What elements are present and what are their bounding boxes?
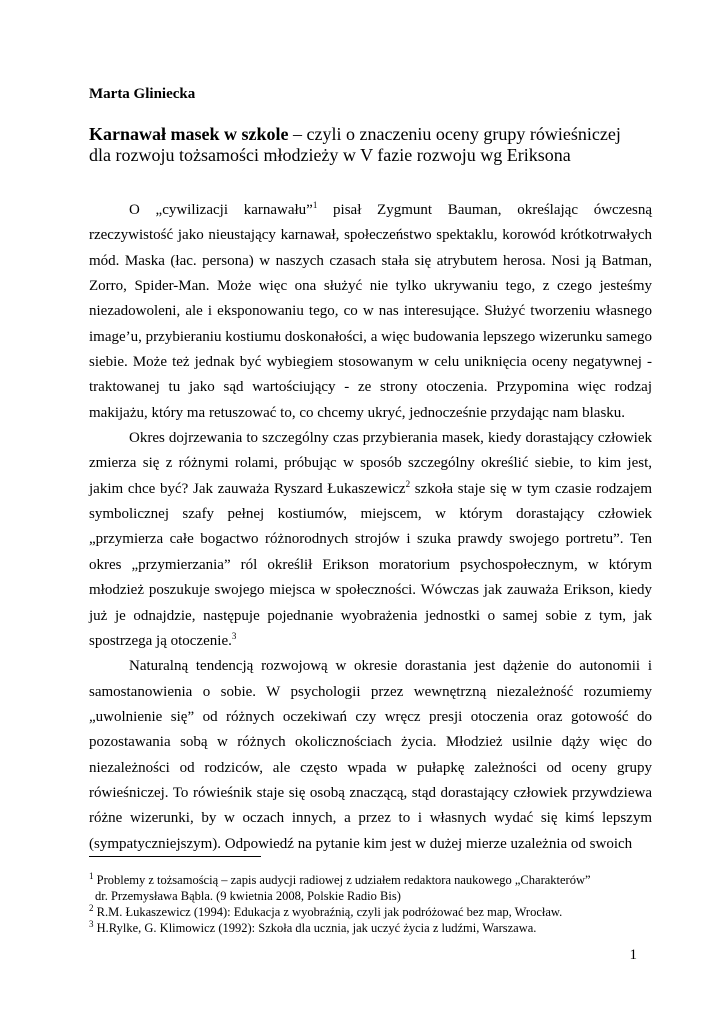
footnote-1-line1: Problemy z tożsamością – zapis audycji radiowej z udziałem redaktora naukowego „Charakterów” <box>93 873 591 887</box>
footnote-1 <box>89 872 652 904</box>
paragraph-1-part-b: pisał Zygmunt Bauman, określając ówczesną rzeczywistość jako nieustający karnawał, społeczeństwo spektaklu, korowód krótkotrwałych mód. Maska (łac. persona) w naszych czasach stała się atrybutem herosa. Nosi ją Batman, Zorro, Spider-Man. Może więc ona służyć nie tylko ukrywaniu tego, z czego jesteśmy niezadowoleni, ale i eksponowaniu tego, co w nas interesujące. Służyć tworzeniu własnego image’u, przybieraniu kostiumu doskonałości, a więc budowania lepszego wizerunku samego siebie. Może też jednak być wybiegiem stosowanym w celu uniknięcia oceny negatywnej - traktowanej tu jako sąd wartościujący - ze strony otoczenia. Przypomina więc rodzaj makijażu, który ma retuszować to, co chcemy ukryć, jednocześnie przydając nam blasku. <box>89 202 652 421</box>
footnote-ref-3: 3 <box>231 630 237 641</box>
footnote-3-number: 3 <box>89 918 94 929</box>
paragraph-2-part-a: Okres dojrzewania to szczególny czas przybierania masek, kiedy dorastający człowiek zmierza się z różnymi rolami, próbując w sposób szczególny określić siebie, to kim jest, jakim chce być? Jak zauważa Ryszard Łukaszewicz <box>89 430 652 497</box>
paragraph-1 <box>89 198 652 426</box>
paragraph-2-part-b: szkoła staje się w tym czasie rodzajem symbolicznej szafy pełnej kostiumów, miejscem, w którym dorastający człowiek „przymierza całe bogactwo różnorodnych strojów i szuka prawdy swojego portretu”. Ten okres „przymierzania” ról określił Erikson moratorium psychospołecznym, w którym młodzież poszukuje swojego miejsca w społeczności. Wówczas jak zauważa Erikson, kiedy już je odnajdzie, następuje pojednanie wyobrażenia jednostki o samej sobie z tym, jak spostrzega ją otoczenie. <box>89 480 653 649</box>
footnote-1-number: 1 <box>89 870 94 881</box>
footnote-ref-1: 1 <box>312 200 318 210</box>
footnote-2 <box>89 904 652 920</box>
footnote-2-number: 2 <box>89 902 94 913</box>
footnotes <box>89 872 652 936</box>
footnote-3-text: H.Rylke, G. Klimowicz (1992): Szkoła dla ucznia, jak uczyć życia z ludźmi, Warszawa. <box>93 921 537 935</box>
title-line2: dla rozwoju tożsamości młodzieży w V fazie rozwoju wg Eriksona <box>89 145 571 165</box>
title-rest-line1: – czyli o znaczeniu oceny grupy rówieśniczej <box>288 124 621 144</box>
footnote-3 <box>89 920 652 936</box>
author-name: Marta Gliniecka <box>89 86 196 102</box>
paragraph-3: Naturalną tendencją rozwojową w okresie dorastania jest dążenie do autonomii i samostanowienia o sobie. W psychologii przez wewnętrzną niezależność rozumiemy „uwolnienie się” od różnych oczekiwań czy wręcz presji otoczenia oraz gotowość do pozostawania sobą w różnych okolicznościach życia. Młodzież usilnie dąży więc do niezależności od rodziców, ale często wpada w pułapkę zależności od oceny grupy rówieśniczej. To rówieśnik staje się osobą znaczącą, stąd dorastający człowiek przywdziewa różne wizerunki, by w oczach innych, a przez to i własnych wydać się kimś lepszym (sympatyczniejszym). Odpowiedź na pytanie kim jest w dużej mierze uzależnia od swoich <box>89 658 652 852</box>
footnote-ref-2: 2 <box>405 478 411 489</box>
footnote-1-line2: dr. Przemysława Bąbla. (9 kwietnia 2008, Polskie Radio Bis) <box>95 889 401 903</box>
title-bold-part: Karnawał masek w szkole <box>89 124 289 144</box>
page-number: 1 <box>629 947 637 963</box>
footnote-divider <box>89 856 261 857</box>
paragraph-2 <box>89 426 652 654</box>
document-title <box>89 124 649 166</box>
body-text <box>89 198 652 857</box>
paragraph-1-part-a: O „cywilizacji karnawału” <box>129 202 313 218</box>
footnote-2-text: R.M. Łukaszewicz (1994): Edukacja z wyobraźnią, czyli jak podróżować bez map, Wrocław. <box>93 905 563 919</box>
